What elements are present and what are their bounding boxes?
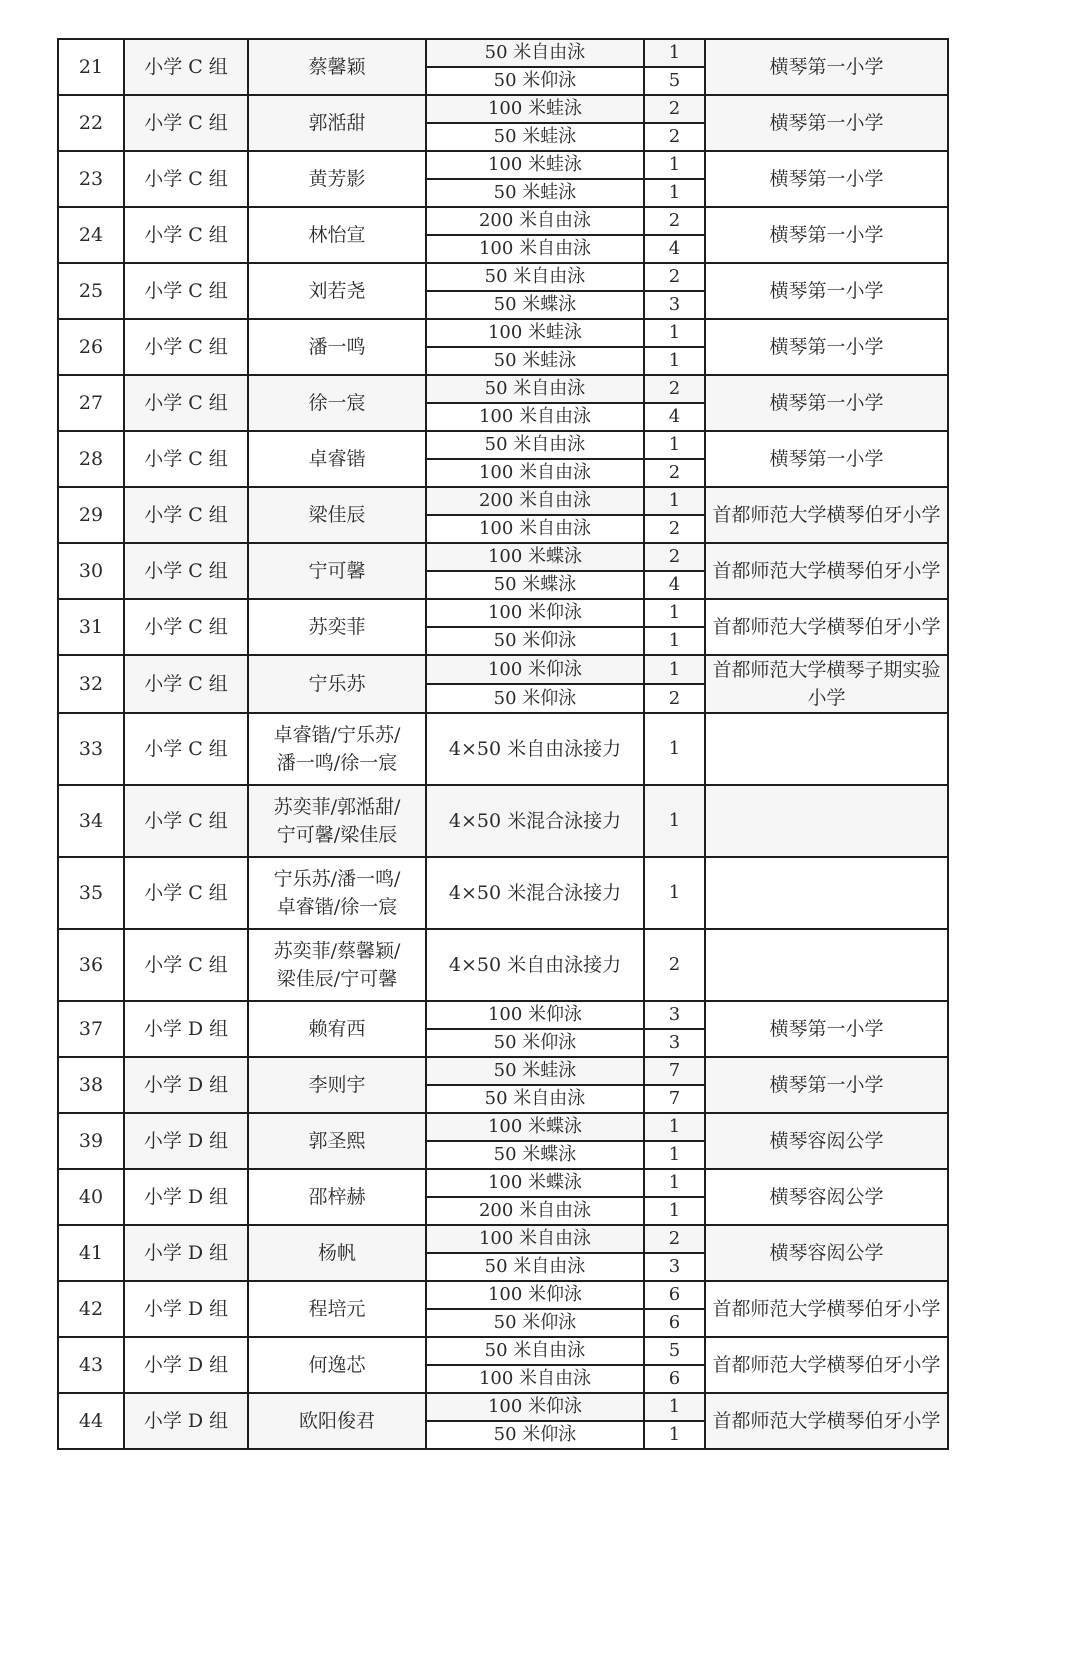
table-row bbox=[58, 929, 948, 1001]
rank-cell: 2 bbox=[644, 375, 705, 403]
table-row bbox=[58, 713, 948, 785]
event-cell: 100 米蛙泳 bbox=[426, 319, 644, 347]
group-cell: 小学 D 组 bbox=[124, 1393, 248, 1449]
rank-cell: 1 bbox=[644, 713, 705, 785]
event-cell: 50 米蛙泳 bbox=[426, 179, 644, 207]
rank-cell: 6 bbox=[644, 1365, 705, 1393]
group-cell: 小学 C 组 bbox=[124, 95, 248, 151]
event-cell: 100 米蛙泳 bbox=[426, 151, 644, 179]
school-cell: 横琴第一小学 bbox=[705, 375, 948, 431]
table-row bbox=[58, 319, 948, 347]
rank-cell: 1 bbox=[644, 1141, 705, 1169]
event-cell: 50 米蛙泳 bbox=[426, 123, 644, 151]
rank-cell: 6 bbox=[644, 1281, 705, 1309]
group-cell: 小学 C 组 bbox=[124, 375, 248, 431]
rank-cell: 2 bbox=[644, 515, 705, 543]
event-cell: 50 米蝶泳 bbox=[426, 1141, 644, 1169]
team-names-line-1: 卓睿锴/宁乐苏/ bbox=[273, 724, 401, 746]
event-cell: 50 米仰泳 bbox=[426, 1421, 644, 1449]
group-cell: 小学 C 组 bbox=[124, 207, 248, 263]
rank-cell: 2 bbox=[644, 263, 705, 291]
event-cell: 100 米自由泳 bbox=[426, 1225, 644, 1253]
school-cell: 横琴第一小学 bbox=[705, 319, 948, 375]
rank-cell: 7 bbox=[644, 1057, 705, 1085]
athlete-name: 宁可馨 bbox=[248, 543, 426, 599]
row-number: 37 bbox=[58, 1001, 124, 1057]
table-row bbox=[58, 1225, 948, 1253]
athlete-name: 徐一宸 bbox=[248, 375, 426, 431]
athlete-name: 蔡馨颖 bbox=[248, 39, 426, 95]
relay-team-names bbox=[248, 785, 426, 857]
event-cell: 4×50 米混合泳接力 bbox=[426, 857, 644, 929]
team-names-line-1: 宁乐苏/潘一鸣/ bbox=[273, 868, 401, 890]
row-number: 35 bbox=[58, 857, 124, 929]
event-cell: 50 米自由泳 bbox=[426, 263, 644, 291]
row-number: 21 bbox=[58, 39, 124, 95]
row-number: 41 bbox=[58, 1225, 124, 1281]
athlete-name: 宁乐苏 bbox=[248, 655, 426, 713]
group-cell: 小学 C 组 bbox=[124, 857, 248, 929]
rank-cell: 3 bbox=[644, 291, 705, 319]
event-cell: 50 米自由泳 bbox=[426, 375, 644, 403]
row-number: 38 bbox=[58, 1057, 124, 1113]
group-cell: 小学 C 组 bbox=[124, 599, 248, 655]
rank-cell: 5 bbox=[644, 1337, 705, 1365]
school-cell: 首都师范大学横琴伯牙小学 bbox=[705, 1337, 948, 1393]
row-number: 30 bbox=[58, 543, 124, 599]
event-cell: 50 米蝶泳 bbox=[426, 571, 644, 599]
group-cell: 小学 D 组 bbox=[124, 1169, 248, 1225]
event-cell: 50 米蝶泳 bbox=[426, 291, 644, 319]
team-names-line-2: 梁佳辰/宁可馨 bbox=[276, 968, 398, 990]
event-cell: 200 米自由泳 bbox=[426, 207, 644, 235]
table-row bbox=[58, 151, 948, 179]
rank-cell: 2 bbox=[644, 207, 705, 235]
rank-cell: 1 bbox=[644, 431, 705, 459]
school-cell bbox=[705, 857, 948, 929]
athlete-name: 欧阳俊君 bbox=[248, 1393, 426, 1449]
event-cell: 100 米仰泳 bbox=[426, 1393, 644, 1421]
school-cell bbox=[705, 929, 948, 1001]
event-cell: 4×50 米自由泳接力 bbox=[426, 713, 644, 785]
rank-cell: 1 bbox=[644, 39, 705, 67]
rank-cell: 1 bbox=[644, 1421, 705, 1449]
table-row bbox=[58, 39, 948, 67]
school-cell: 首都师范大学横琴伯牙小学 bbox=[705, 1281, 948, 1337]
rank-cell: 7 bbox=[644, 1085, 705, 1113]
team-names-line-1: 苏奕菲/郭湉甜/ bbox=[273, 796, 401, 818]
school-cell: 横琴第一小学 bbox=[705, 1057, 948, 1113]
event-cell: 4×50 米自由泳接力 bbox=[426, 929, 644, 1001]
rank-cell: 3 bbox=[644, 1029, 705, 1057]
row-number: 29 bbox=[58, 487, 124, 543]
table-row bbox=[58, 1393, 948, 1421]
athlete-name: 何逸芯 bbox=[248, 1337, 426, 1393]
rank-cell: 1 bbox=[644, 1169, 705, 1197]
results-table-body bbox=[58, 39, 948, 1449]
row-number: 44 bbox=[58, 1393, 124, 1449]
rank-cell: 1 bbox=[644, 487, 705, 515]
table-row bbox=[58, 655, 948, 684]
athlete-name: 杨帆 bbox=[248, 1225, 426, 1281]
rank-cell: 5 bbox=[644, 67, 705, 95]
rank-cell: 3 bbox=[644, 1253, 705, 1281]
rank-cell: 1 bbox=[644, 319, 705, 347]
row-number: 33 bbox=[58, 713, 124, 785]
rank-cell: 4 bbox=[644, 235, 705, 263]
row-number: 34 bbox=[58, 785, 124, 857]
group-cell: 小学 D 组 bbox=[124, 1281, 248, 1337]
row-number: 31 bbox=[58, 599, 124, 655]
school-cell: 横琴容闳公学 bbox=[705, 1113, 948, 1169]
event-cell: 4×50 米混合泳接力 bbox=[426, 785, 644, 857]
relay-team-names bbox=[248, 713, 426, 785]
event-cell: 50 米自由泳 bbox=[426, 1085, 644, 1113]
school-cell: 首都师范大学横琴伯牙小学 bbox=[705, 487, 948, 543]
event-cell: 100 米自由泳 bbox=[426, 459, 644, 487]
event-cell: 100 米仰泳 bbox=[426, 1001, 644, 1029]
table-row bbox=[58, 207, 948, 235]
relay-team-names bbox=[248, 857, 426, 929]
rank-cell: 4 bbox=[644, 403, 705, 431]
event-cell: 200 米自由泳 bbox=[426, 1197, 644, 1225]
row-number: 26 bbox=[58, 319, 124, 375]
event-cell: 50 米自由泳 bbox=[426, 1337, 644, 1365]
event-cell: 50 米仰泳 bbox=[426, 67, 644, 95]
athlete-name: 林怡宣 bbox=[248, 207, 426, 263]
rank-cell: 1 bbox=[644, 1113, 705, 1141]
athlete-name: 苏奕菲 bbox=[248, 599, 426, 655]
rank-cell: 1 bbox=[644, 347, 705, 375]
school-cell: 横琴第一小学 bbox=[705, 263, 948, 319]
rank-cell: 1 bbox=[644, 151, 705, 179]
school-cell: 首都师范大学横琴子期实验小学 bbox=[705, 655, 948, 713]
rank-cell: 2 bbox=[644, 123, 705, 151]
team-names-line-2: 卓睿锴/徐一宸 bbox=[276, 896, 398, 918]
group-cell: 小学 C 组 bbox=[124, 543, 248, 599]
group-cell: 小学 D 组 bbox=[124, 1001, 248, 1057]
school-cell: 横琴第一小学 bbox=[705, 207, 948, 263]
rank-cell: 1 bbox=[644, 1393, 705, 1421]
school-cell bbox=[705, 713, 948, 785]
table-row bbox=[58, 1113, 948, 1141]
athlete-name: 刘若尧 bbox=[248, 263, 426, 319]
event-cell: 100 米蛙泳 bbox=[426, 95, 644, 123]
group-cell: 小学 C 组 bbox=[124, 929, 248, 1001]
event-cell: 100 米仰泳 bbox=[426, 599, 644, 627]
event-cell: 100 米自由泳 bbox=[426, 1365, 644, 1393]
rank-cell: 1 bbox=[644, 655, 705, 684]
table-row bbox=[58, 487, 948, 515]
row-number: 22 bbox=[58, 95, 124, 151]
group-cell: 小学 D 组 bbox=[124, 1337, 248, 1393]
table-row bbox=[58, 543, 948, 571]
athlete-name: 郭圣熙 bbox=[248, 1113, 426, 1169]
row-number: 28 bbox=[58, 431, 124, 487]
row-number: 27 bbox=[58, 375, 124, 431]
group-cell: 小学 C 组 bbox=[124, 151, 248, 207]
athlete-name: 赖宥西 bbox=[248, 1001, 426, 1057]
rank-cell: 2 bbox=[644, 543, 705, 571]
row-number: 23 bbox=[58, 151, 124, 207]
event-cell: 50 米蛙泳 bbox=[426, 1057, 644, 1085]
results-table bbox=[57, 38, 949, 1450]
school-cell: 横琴第一小学 bbox=[705, 431, 948, 487]
group-cell: 小学 D 组 bbox=[124, 1225, 248, 1281]
table-row bbox=[58, 1169, 948, 1197]
group-cell: 小学 C 组 bbox=[124, 655, 248, 713]
group-cell: 小学 C 组 bbox=[124, 431, 248, 487]
row-number: 36 bbox=[58, 929, 124, 1001]
athlete-name: 李则宇 bbox=[248, 1057, 426, 1113]
table-row bbox=[58, 95, 948, 123]
rank-cell: 2 bbox=[644, 459, 705, 487]
team-names-line-1: 苏奕菲/蔡馨颖/ bbox=[273, 940, 401, 962]
event-cell: 100 米自由泳 bbox=[426, 235, 644, 263]
rank-cell: 1 bbox=[644, 857, 705, 929]
event-cell: 50 米自由泳 bbox=[426, 39, 644, 67]
event-cell: 100 米仰泳 bbox=[426, 655, 644, 684]
school-cell: 横琴容闳公学 bbox=[705, 1225, 948, 1281]
rank-cell: 1 bbox=[644, 599, 705, 627]
group-cell: 小学 D 组 bbox=[124, 1057, 248, 1113]
group-cell: 小学 C 组 bbox=[124, 263, 248, 319]
team-names-line-2: 潘一鸣/徐一宸 bbox=[276, 752, 398, 774]
table-row bbox=[58, 1281, 948, 1309]
event-cell: 50 米蛙泳 bbox=[426, 347, 644, 375]
event-cell: 100 米仰泳 bbox=[426, 1281, 644, 1309]
group-cell: 小学 C 组 bbox=[124, 487, 248, 543]
school-cell: 横琴容闳公学 bbox=[705, 1169, 948, 1225]
rank-cell: 2 bbox=[644, 929, 705, 1001]
row-number: 43 bbox=[58, 1337, 124, 1393]
rank-cell: 1 bbox=[644, 627, 705, 655]
table-row bbox=[58, 375, 948, 403]
rank-cell: 2 bbox=[644, 684, 705, 713]
rank-cell: 2 bbox=[644, 95, 705, 123]
athlete-name: 程培元 bbox=[248, 1281, 426, 1337]
rank-cell: 1 bbox=[644, 1197, 705, 1225]
event-cell: 100 米自由泳 bbox=[426, 515, 644, 543]
group-cell: 小学 D 组 bbox=[124, 1113, 248, 1169]
event-cell: 100 米蝶泳 bbox=[426, 1113, 644, 1141]
row-number: 25 bbox=[58, 263, 124, 319]
school-cell: 横琴第一小学 bbox=[705, 151, 948, 207]
event-cell: 50 米自由泳 bbox=[426, 431, 644, 459]
relay-team-names bbox=[248, 929, 426, 1001]
row-number: 32 bbox=[58, 655, 124, 713]
school-cell: 横琴第一小学 bbox=[705, 39, 948, 95]
athlete-name: 黄芳影 bbox=[248, 151, 426, 207]
athlete-name: 卓睿锴 bbox=[248, 431, 426, 487]
school-cell: 首都师范大学横琴伯牙小学 bbox=[705, 543, 948, 599]
group-cell: 小学 C 组 bbox=[124, 39, 248, 95]
team-names-line-2: 宁可馨/梁佳辰 bbox=[276, 824, 398, 846]
table-row bbox=[58, 857, 948, 929]
event-cell: 50 米仰泳 bbox=[426, 1029, 644, 1057]
athlete-name: 潘一鸣 bbox=[248, 319, 426, 375]
row-number: 39 bbox=[58, 1113, 124, 1169]
rank-cell: 4 bbox=[644, 571, 705, 599]
row-number: 40 bbox=[58, 1169, 124, 1225]
event-cell: 50 米仰泳 bbox=[426, 1309, 644, 1337]
event-cell: 50 米仰泳 bbox=[426, 684, 644, 713]
table-row bbox=[58, 431, 948, 459]
school-cell: 首都师范大学横琴伯牙小学 bbox=[705, 599, 948, 655]
athlete-name: 邵梓赫 bbox=[248, 1169, 426, 1225]
event-cell: 100 米自由泳 bbox=[426, 403, 644, 431]
event-cell: 50 米自由泳 bbox=[426, 1253, 644, 1281]
rank-cell: 6 bbox=[644, 1309, 705, 1337]
group-cell: 小学 C 组 bbox=[124, 785, 248, 857]
school-cell bbox=[705, 785, 948, 857]
group-cell: 小学 C 组 bbox=[124, 319, 248, 375]
table-row bbox=[58, 599, 948, 627]
school-cell: 横琴第一小学 bbox=[705, 1001, 948, 1057]
row-number: 24 bbox=[58, 207, 124, 263]
rank-cell: 1 bbox=[644, 785, 705, 857]
event-cell: 100 米蝶泳 bbox=[426, 543, 644, 571]
row-number: 42 bbox=[58, 1281, 124, 1337]
school-cell: 横琴第一小学 bbox=[705, 95, 948, 151]
rank-cell: 3 bbox=[644, 1001, 705, 1029]
rank-cell: 1 bbox=[644, 179, 705, 207]
table-row bbox=[58, 1337, 948, 1365]
table-row bbox=[58, 1057, 948, 1085]
table-row bbox=[58, 263, 948, 291]
event-cell: 200 米自由泳 bbox=[426, 487, 644, 515]
table-row bbox=[58, 785, 948, 857]
table-row bbox=[58, 1001, 948, 1029]
school-cell: 首都师范大学横琴伯牙小学 bbox=[705, 1393, 948, 1449]
event-cell: 50 米仰泳 bbox=[426, 627, 644, 655]
athlete-name: 梁佳辰 bbox=[248, 487, 426, 543]
athlete-name: 郭湉甜 bbox=[248, 95, 426, 151]
group-cell: 小学 C 组 bbox=[124, 713, 248, 785]
rank-cell: 2 bbox=[644, 1225, 705, 1253]
event-cell: 100 米蝶泳 bbox=[426, 1169, 644, 1197]
